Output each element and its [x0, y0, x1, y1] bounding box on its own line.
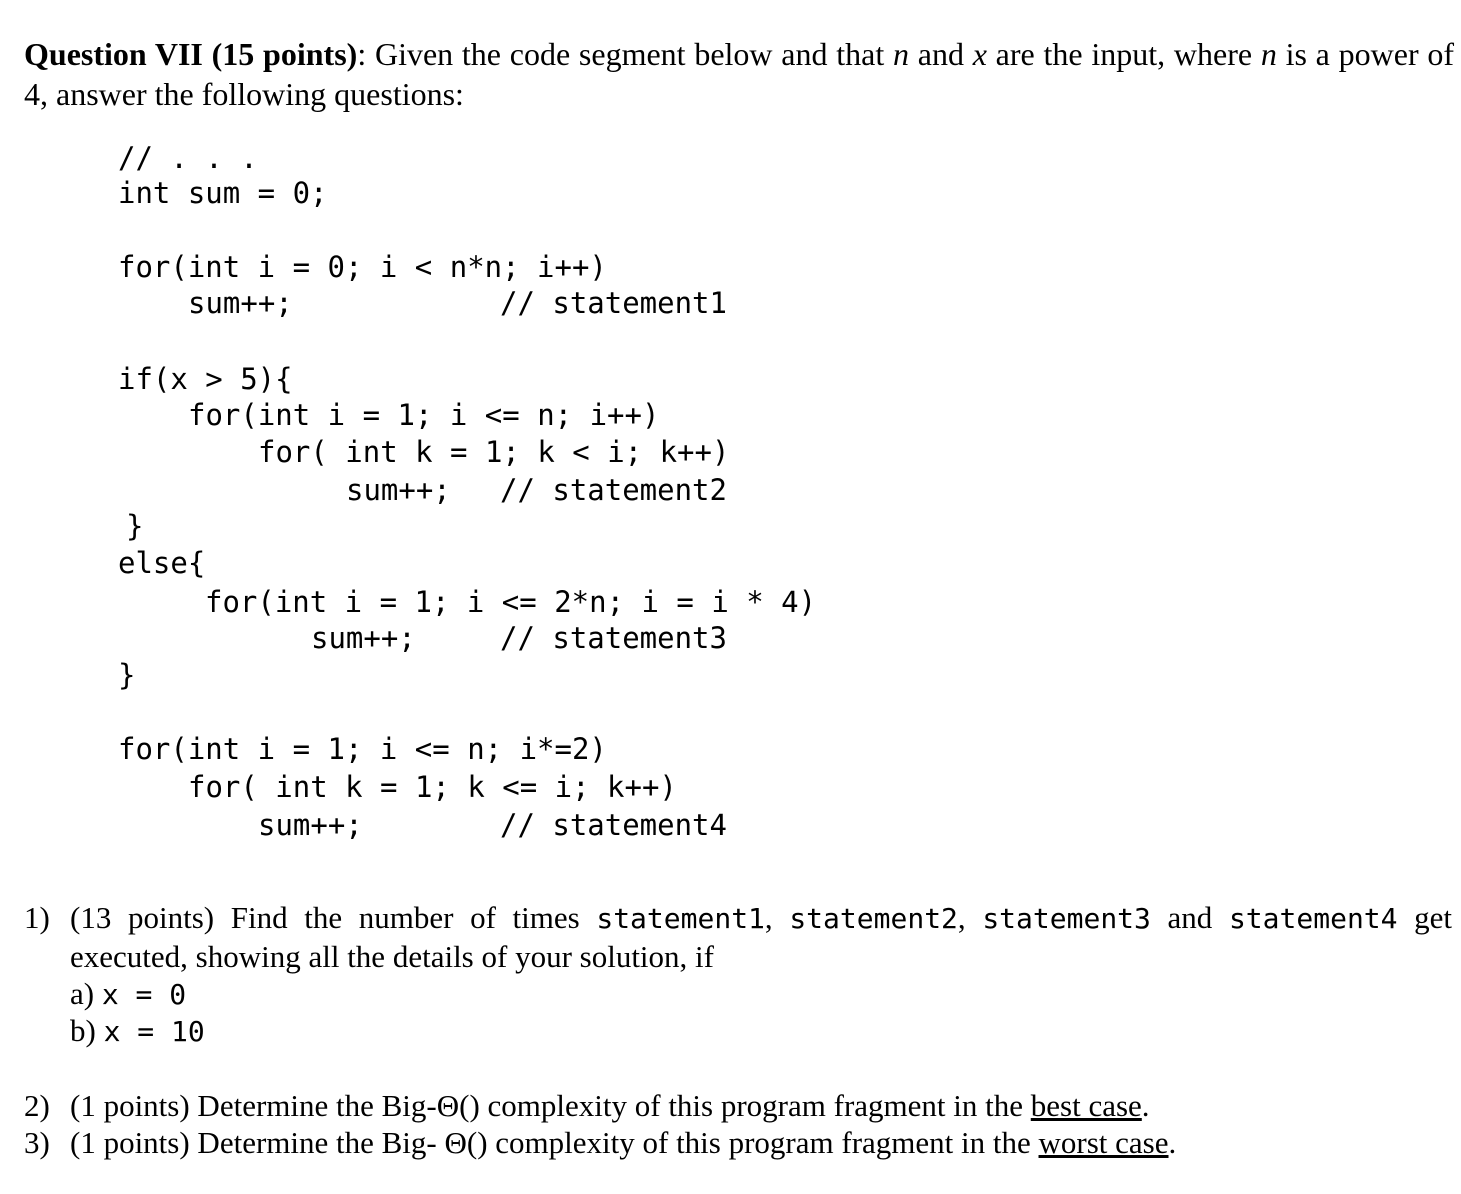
code-line-sum-1: sum++;: [188, 286, 293, 320]
code-line-sum-2: sum++;: [346, 473, 451, 507]
var-n-2: n: [1260, 36, 1277, 72]
var-n: n: [893, 36, 909, 72]
code-line-sum-init: int sum = 0;: [118, 176, 328, 210]
q1-sep-1: ,: [764, 900, 790, 935]
q1-sub-b-label: b): [70, 1013, 96, 1048]
intro-text-3: are the input, where: [986, 36, 1261, 72]
q2-best-case: best case: [1030, 1088, 1142, 1123]
q3-worst-case: worst case: [1038, 1125, 1169, 1160]
code-comment-statement4: // statement4: [500, 808, 727, 842]
code-line-for-1: for(int i = 0; i < n*n; i++): [118, 250, 607, 284]
question-title: Question VII (15 points): [24, 36, 358, 72]
q1-sub-b-code: x = 10: [103, 1015, 205, 1048]
q3-end: .: [1168, 1125, 1177, 1160]
question-1-number: 1): [24, 900, 50, 935]
q1-sep-2: ,: [957, 900, 983, 935]
question-2-text: [70, 1087, 1150, 1125]
intro-text-4: is a power of 4, answer the following questions:: [24, 36, 1455, 112]
code-line-for-2: for(int i = 1; i <= n; i++): [188, 398, 660, 432]
code-line-for-2-inner: for( int k = 1; k < i; k++): [258, 435, 730, 469]
q1-statement2: statement2: [789, 902, 958, 935]
code-line-for-3: for(int i = 1; i <= 2*n; i = i * 4): [205, 585, 817, 619]
question-intro: [24, 34, 1454, 114]
q1-sub-a-label: a): [70, 976, 95, 1011]
q1-sep-3: and: [1150, 900, 1229, 935]
q1-text-a: (13 points) Find the number of times: [70, 900, 597, 935]
var-x: x: [972, 36, 987, 72]
q3-text: (1 points) Determine the Big- Θ() complexity of this program fragment in the: [70, 1125, 1039, 1160]
code-line-comment: // . . .: [118, 141, 258, 175]
question-1-text: [70, 899, 1452, 976]
code-line-if: if(x > 5){: [118, 362, 293, 396]
q1-sub-b: [70, 1012, 205, 1051]
code-line-else-close: }: [118, 658, 136, 692]
code-line-sum-4: sum++;: [258, 808, 363, 842]
q1-sub-a-code: x = 0: [101, 978, 187, 1011]
code-comment-statement2: // statement2: [500, 473, 727, 507]
q1-sub-a: [70, 975, 186, 1014]
question-3-text: [70, 1124, 1176, 1162]
question-3-number: 3): [24, 1125, 50, 1160]
q1-text-b: get executed, showing all the details of your solution, if: [70, 900, 1453, 974]
q1-statement4: statement4: [1228, 902, 1398, 935]
intro-text-2: and: [909, 36, 973, 72]
code-comment-statement1: // statement1: [500, 286, 727, 320]
q1-statement1: statement1: [596, 902, 765, 935]
question-2-number: 2): [24, 1088, 50, 1123]
q2-text: (1 points) Determine the Big-Θ() complexity of this program fragment in the: [70, 1088, 1031, 1123]
code-comment-statement3: // statement3: [500, 621, 727, 655]
code-line-for-4: for(int i = 1; i <= n; i*=2): [118, 732, 607, 766]
q2-end: .: [1141, 1088, 1150, 1123]
code-line-else: else{: [118, 546, 206, 580]
q1-statement3: statement3: [982, 902, 1151, 935]
intro-text-1: : Given the code segment below and that: [357, 36, 893, 72]
code-line-sum-3: sum++;: [311, 621, 416, 655]
code-line-for-4-inner: for( int k = 1; k <= i; k++): [188, 770, 677, 804]
code-line-if-close: }: [126, 509, 144, 543]
